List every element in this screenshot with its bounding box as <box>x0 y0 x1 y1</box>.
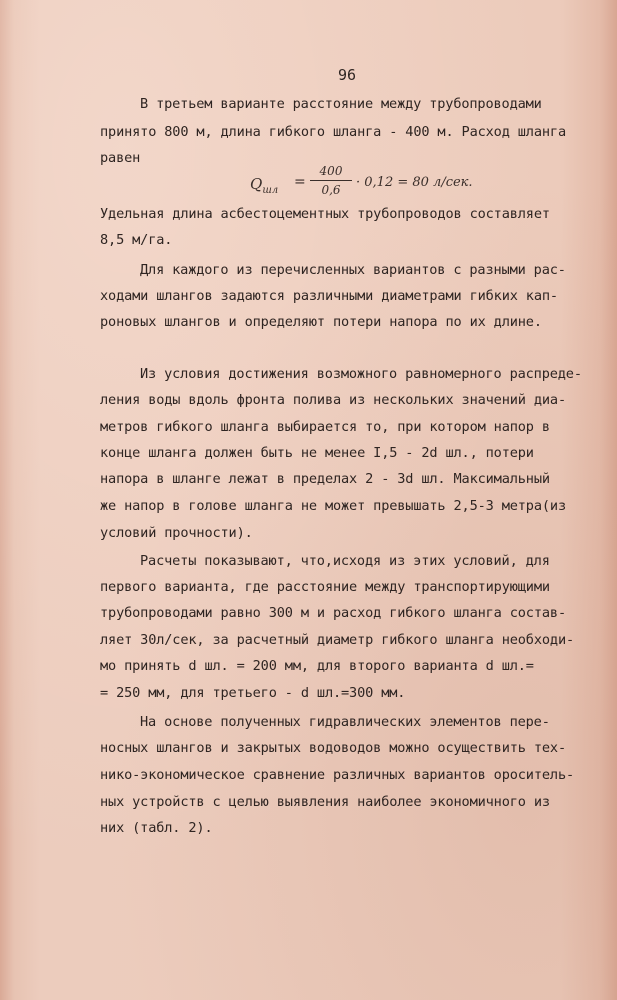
formula-rest: · 0,12 = 80 л/сек. <box>356 175 473 190</box>
text-line-9: Из условия достижения возможного равномерного распреде- <box>140 366 582 382</box>
formula-fraction <box>310 164 352 197</box>
text-line-4: Удельная длина асбестоцементных трубопроводов составляет <box>100 206 550 222</box>
formula-equals: = <box>294 174 306 190</box>
text-line-17: первого варианта, где расстояние между транспортирующими <box>100 579 550 595</box>
text-line-18: трубопроводами равно 300 м и расход гибкого шланга состав- <box>100 605 566 621</box>
text-line-16: Расчеты показывают, что,исходя из этих условий, для <box>140 553 550 569</box>
text-line-5: 8,5 м/га. <box>100 232 173 248</box>
text-line-1: В третьем варианте расстояние между трубопроводами <box>140 96 542 112</box>
page-number: 96 <box>338 66 357 84</box>
text-line-11: метров гибкого шланга выбирается то, при котором напор в <box>100 419 550 435</box>
text-line-13: напора в шланге лежат в пределах 2 - 3d шл. Максимальный <box>100 471 550 487</box>
text-line-24: нико-экономическое сравнение различных вариантов ороситель- <box>100 767 575 783</box>
text-line-10: ления воды вдоль фронта полива из нескольких значений диа- <box>100 392 566 408</box>
text-line-8: роновых шлангов и определяют потери напора по их длине. <box>100 314 542 330</box>
text-line-23: носных шлангов и закрытых водоводов можно осуществить тех- <box>100 740 566 756</box>
text-line-21: = 250 мм, для третьего - d шл.=300 мм. <box>100 685 406 701</box>
formula-denominator: 0,6 <box>321 183 341 197</box>
text-line-12: конце шланга должен быть не менее I,5 - 2d шл., потери <box>100 445 534 461</box>
text-line-26: них (табл. 2). <box>100 820 213 836</box>
text-line-7: ходами шлангов задаются различными диаметрами гибких кап- <box>100 288 558 304</box>
text-line-19: ляет 30л/сек, за расчетный диаметр гибкого шланга необходи- <box>100 632 575 648</box>
text-line-3: равен <box>100 150 141 166</box>
text-line-20: мо принять d шл. = 200 мм, для второго варианта d шл.= <box>100 658 534 674</box>
text-line-14: же напор в голове шланга не может превышать 2,5-3 метра(из <box>100 498 566 514</box>
text-line-25: ных устройств с целью выявления наиболее экономичного из <box>100 794 550 810</box>
formula-numerator: 400 <box>310 164 352 181</box>
formula-lhs: $Q_{шл}$ <box>250 175 279 196</box>
text-line-6: Для каждого из перечисленных вариантов с разными рас- <box>140 262 566 278</box>
text-line-22: На основе полученных гидравлических элементов пере- <box>140 714 550 730</box>
text-line-2: принято 800 м, длина гибкого шланга - 400 м. Расход шланга <box>100 124 566 140</box>
formula-hose-discharge <box>250 164 490 204</box>
text-line-15: условий прочности). <box>100 525 253 541</box>
